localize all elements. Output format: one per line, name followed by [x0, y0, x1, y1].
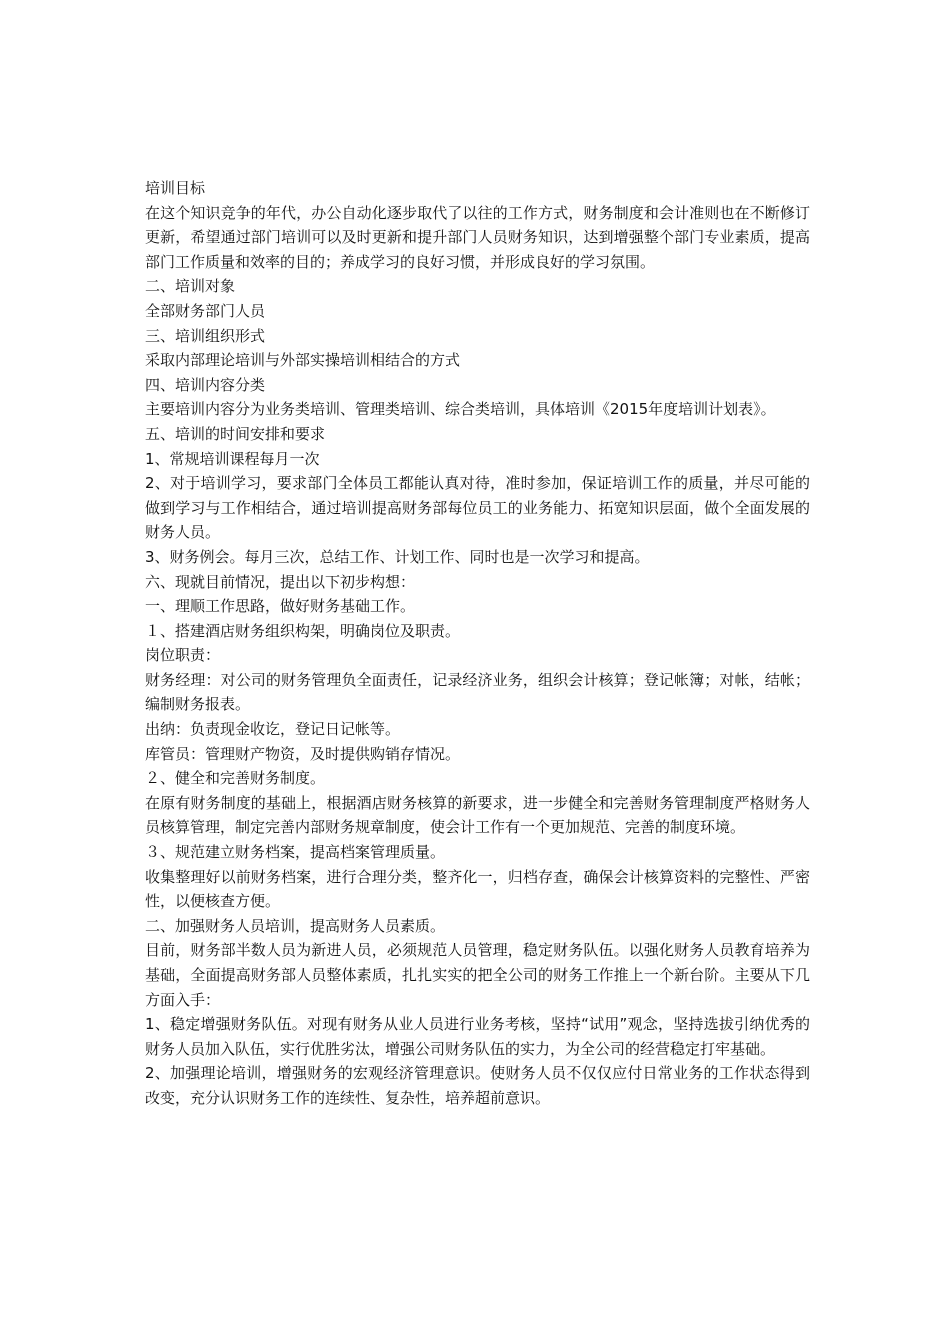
list-item-plan-1-2: ２、健全和完善财务制度。 — [145, 769, 326, 788]
heading-plan-section-1: 一、理顺工作思路，做好财务基础工作。 — [145, 597, 416, 616]
paragraph-training-format: 采取内部理论培训与外部实操培训相结合的方式 — [145, 351, 461, 370]
document-body — [145, 176, 810, 1111]
heading-training-audience: 二、培训对象 — [145, 277, 236, 296]
paragraph-staff-status: 目前，财务部半数人员为新进人员，必须规范人员管理，稳定财务队伍。以强化财务人员教育培养为基础，全面提高财务部人员整体素质，扎扎实实的把全公司的财务工作推上一个新台阶。主要从下几方面入手： — [145, 941, 810, 1009]
paragraph-training-content: 主要培训内容分为业务类培训、管理类培训、综合类培训，具体培训《2015年度培训计划表》。 — [145, 400, 776, 419]
heading-plan-section-2: 二、加强财务人员培训，提高财务人员素质。 — [145, 916, 446, 935]
list-item-schedule-1: 1、常规培训课程每月一次 — [145, 449, 320, 468]
heading-training-format: 三、培训组织形式 — [145, 326, 266, 345]
paragraph-duty-cashier: 出纳：负责现金收讫，登记日记帐等。 — [145, 720, 401, 739]
heading-current-plan: 六、现就目前情况，提出以下初步构想： — [145, 572, 416, 591]
paragraph-duty-finance-manager: 财务经理：对公司的财务管理负全面责任，记录经济业务，组织会计核算；登记帐簿；对帐，结帐；编制财务报表。 — [145, 670, 810, 714]
heading-training-content: 四、培训内容分类 — [145, 375, 266, 394]
heading-training-schedule: 五、培训的时间安排和要求 — [145, 424, 326, 443]
paragraph-duty-storekeeper: 库管员：管理财产物资，及时提供购销存情况。 — [145, 744, 461, 763]
heading-training-goal: 培训目标 — [145, 179, 206, 197]
list-item-plan-2-2: 2、加强理论培训，增强财务的宏观经济管理意识。使财务人员不仅仅应付日常业务的工作状态得到改变，充分认识财务工作的连续性、复杂性，培养超前意识。 — [145, 1064, 810, 1107]
list-item-schedule-2: 2、对于培训学习，要求部门全体员工都能认真对待，准时参加，保证培训工作的质量，并尽可能的做到学习与工作相结合，通过培训提高财务部每位员工的业务能力、拓宽知识层面，做个全面发展的财务人员。 — [145, 474, 810, 542]
paragraph-training-goal-text: 在这个知识竞争的年代，办公自动化逐步取代了以往的工作方式，财务制度和会计准则也在不断修订更新，希望通过部门培训可以及时更新和提升部门人员财务知识，达到增强整个部门专业素质，提高部门工作质量和效率的目的；养成学习的良好习惯，并形成良好的学习氛围。 — [145, 203, 810, 271]
list-item-plan-2-1: 1、稳定增强财务队伍。对现有财务从业人员进行业务考核，坚持“试用”观念，坚持选拔引纳优秀的财务人员加入队伍，实行优胜劣汰，增强公司财务队伍的实力，为全公司的经营稳定打牢基础。 — [145, 1015, 810, 1058]
list-item-plan-1-3: ３、规范建立财务档案，提高档案管理质量。 — [145, 843, 446, 862]
paragraph-financial-system: 在原有财务制度的基础上，根据酒店财务核算的新要求，进一步健全和完善财务管理制度严格财务人员核算管理，制定完善内部财务规章制度，使会计工作有一个更加规范、完善的制度环境。 — [145, 793, 810, 837]
list-item-schedule-3: 3、财务例会。每月三次，总结工作、计划工作、同时也是一次学习和提高。 — [145, 547, 650, 566]
paragraph-training-audience: 全部财务部门人员 — [145, 301, 266, 320]
label-job-duties: 岗位职责： — [145, 646, 221, 665]
list-item-plan-1-1: １、搭建酒店财务组织构架，明确岗位及职责。 — [145, 621, 461, 640]
paragraph-financial-archives: 收集整理好以前财务档案，进行合理分类，整齐化一，归档存查，确保会计核算资料的完整性、严密性，以便核查方便。 — [145, 867, 810, 911]
